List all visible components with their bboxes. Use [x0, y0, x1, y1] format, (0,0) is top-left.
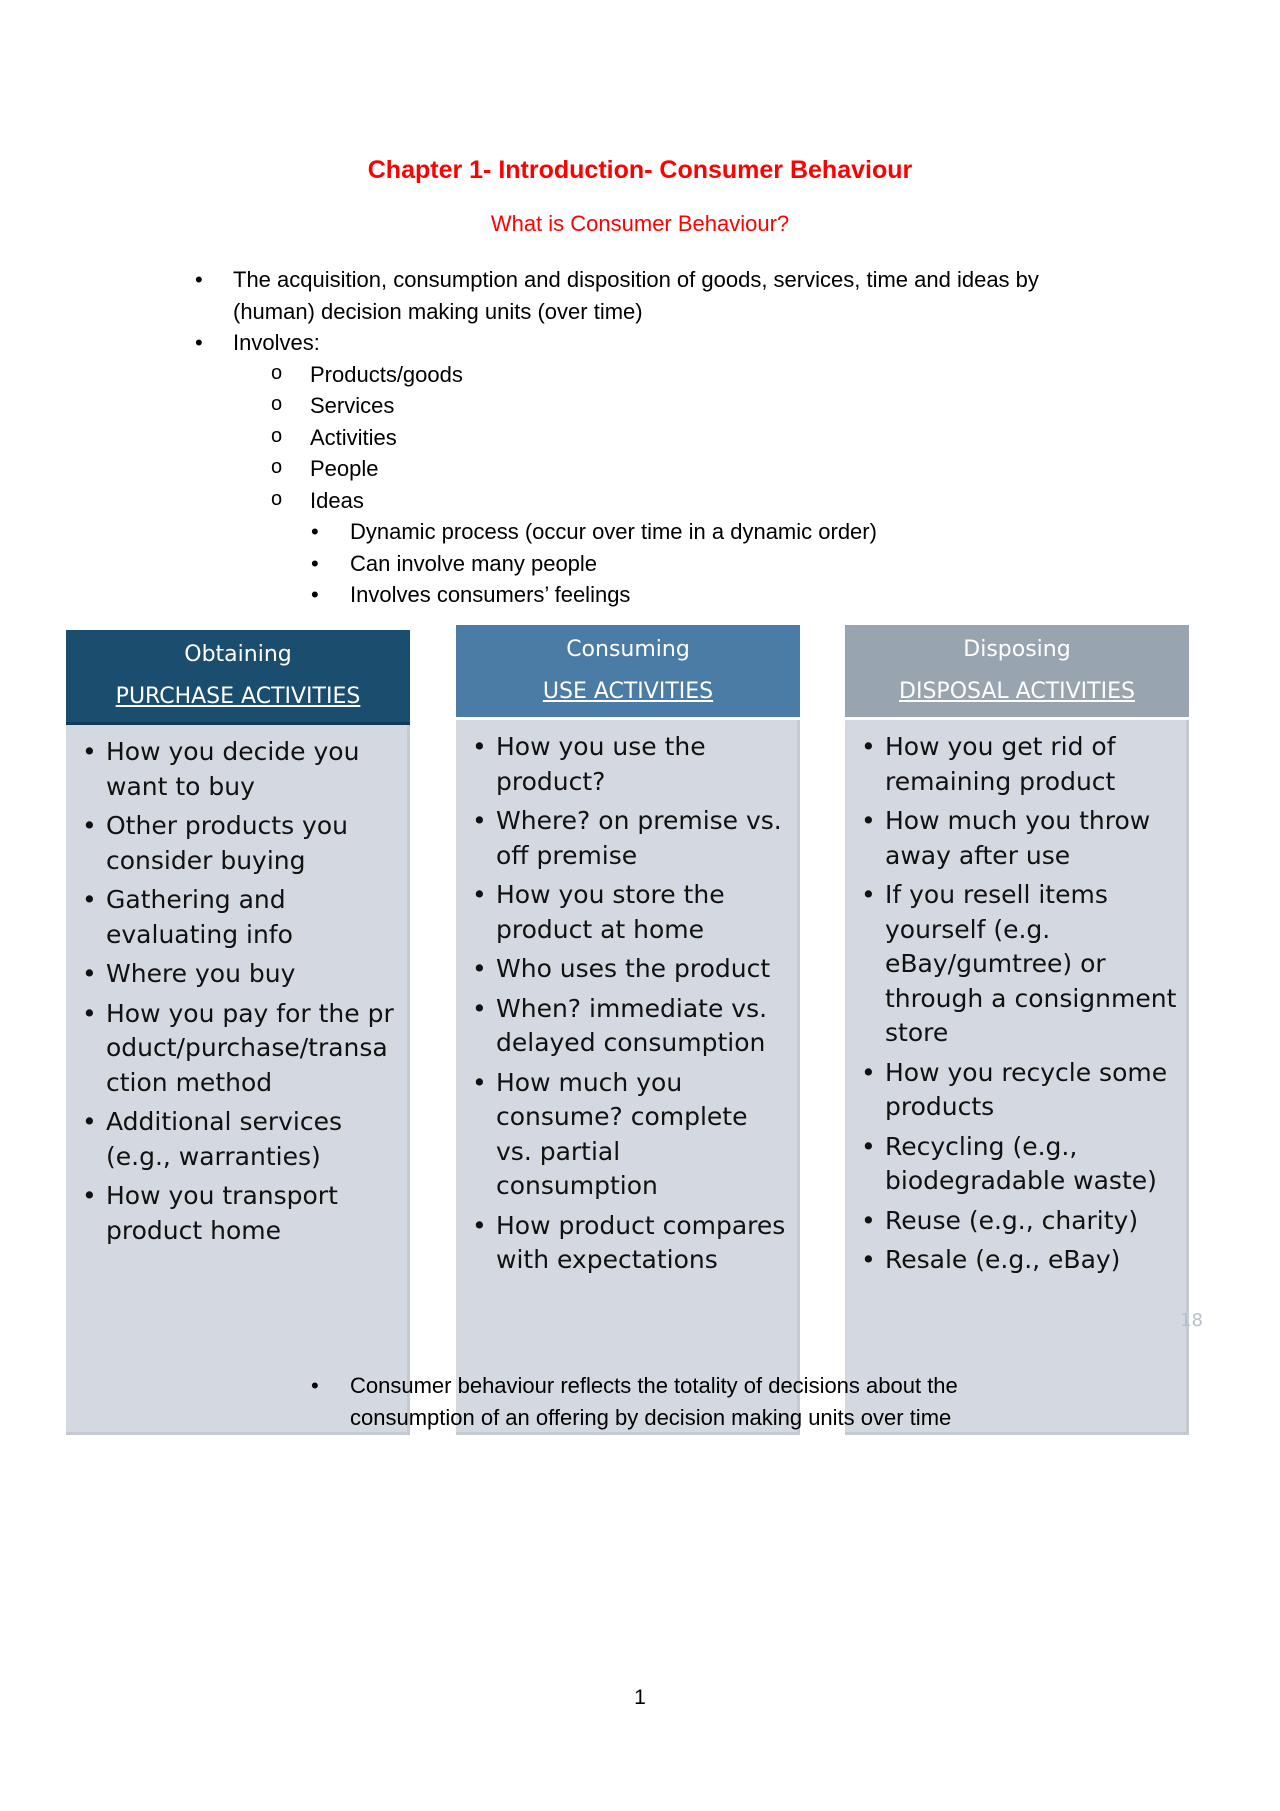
list-item: • How you store the product at home: [496, 878, 789, 947]
panel-subheading: USE ACTIVITIES: [542, 679, 714, 704]
list-item: • How you decide you want to buy: [106, 735, 399, 804]
list-item: • How you get rid of remaining product: [885, 730, 1178, 799]
panel-list: [456, 720, 797, 1278]
list-item: • Recycling (e.g., biodegradable waste): [885, 1130, 1178, 1199]
bullet-icon: •: [195, 330, 203, 355]
panel-body: [66, 725, 410, 1435]
list-item: • Where? on premise vs. off premise: [496, 804, 789, 873]
panel-list: [66, 725, 407, 1248]
panel-subheading: DISPOSAL ACTIVITIES: [899, 679, 1135, 704]
list-item: • Additional services (e.g., warranties): [106, 1105, 399, 1174]
circle-bullet-icon: o: [271, 393, 283, 415]
list-item: • How product compares with expectations: [496, 1209, 789, 1278]
panel-list: [845, 720, 1186, 1278]
list-item: • Where you buy: [106, 957, 399, 992]
sub-list-item: o Ideas: [0, 485, 1280, 517]
panel-body: [456, 720, 800, 1435]
list-item: • Other products you consider buying: [106, 809, 399, 878]
list-item: • Gathering and evaluating info: [106, 883, 399, 952]
list-item: • If you resell items yourself (e.g. eBay/gumtree) or through a consignment store: [885, 878, 1178, 1051]
bullet-icon: •: [195, 267, 203, 292]
sub-sub-list-item: • Can involve many people: [0, 548, 1280, 580]
page-number: 1: [634, 1686, 646, 1709]
list-item: • How you recycle some products: [885, 1056, 1178, 1125]
sub-list-item: o Products/goods: [0, 359, 1280, 391]
circle-bullet-icon: o: [271, 361, 283, 384]
panel-header: [456, 625, 800, 717]
list-item: • How you transport product home: [106, 1179, 399, 1248]
list-item: • How you use the product?: [496, 730, 789, 799]
slide-number: 18: [1180, 1310, 1203, 1331]
panel-header: [66, 630, 410, 725]
list-item: • Resale (e.g., eBay): [885, 1243, 1178, 1278]
bullet-icon: •: [311, 1373, 319, 1398]
list-item: • Reuse (e.g., charity): [885, 1204, 1178, 1239]
panel-body: [845, 720, 1189, 1435]
list-item: • Who uses the product: [496, 952, 789, 987]
section-subtitle: What is Consumer Behaviour?: [490, 211, 790, 236]
circle-bullet-icon: o: [271, 424, 283, 447]
panel-heading: Obtaining: [184, 642, 292, 667]
intro-list: [0, 264, 1280, 611]
chapter-title: Chapter 1- Introduction- Consumer Behaviour: [367, 156, 913, 184]
panel-heading: Disposing: [963, 637, 1071, 662]
list-item: • How much you consume? complete vs. partial consumption: [496, 1066, 789, 1204]
sub-list-item: o People: [0, 453, 1280, 485]
list-item: • When? immediate vs. delayed consumption: [496, 992, 789, 1061]
closing-list: [0, 1370, 1280, 1434]
bullet-icon: •: [311, 519, 319, 544]
circle-bullet-icon: o: [271, 487, 283, 510]
panel-heading: Consuming: [566, 637, 690, 662]
list-item: • Consumer behaviour reflects the totality of decisions about the consumption of an offering by decision making units over time: [0, 1370, 1050, 1434]
sub-list-item: o Activities: [0, 422, 1280, 454]
circle-bullet-icon: o: [271, 456, 283, 478]
bullet-icon: •: [311, 582, 319, 607]
list-item: • How you pay for the product/purchase/transaction method: [106, 997, 399, 1101]
sub-list-item: o Services: [0, 390, 1280, 422]
list-item: • Involves:: [0, 327, 1113, 359]
sub-sub-list-item: • Involves consumers’ feelings: [0, 579, 1280, 611]
panel-subheading: PURCHASE ACTIVITIES: [115, 684, 361, 709]
list-item: • The acquisition, consumption and disposition of goods, services, time and ideas by (human) decision making units (over time): [0, 264, 1113, 327]
bullet-icon: •: [311, 550, 319, 576]
list-item: • How much you throw away after use: [885, 804, 1178, 873]
sub-sub-list-item: • Dynamic process (occur over time in a dynamic order): [0, 516, 1280, 548]
panel-header: [845, 625, 1189, 717]
